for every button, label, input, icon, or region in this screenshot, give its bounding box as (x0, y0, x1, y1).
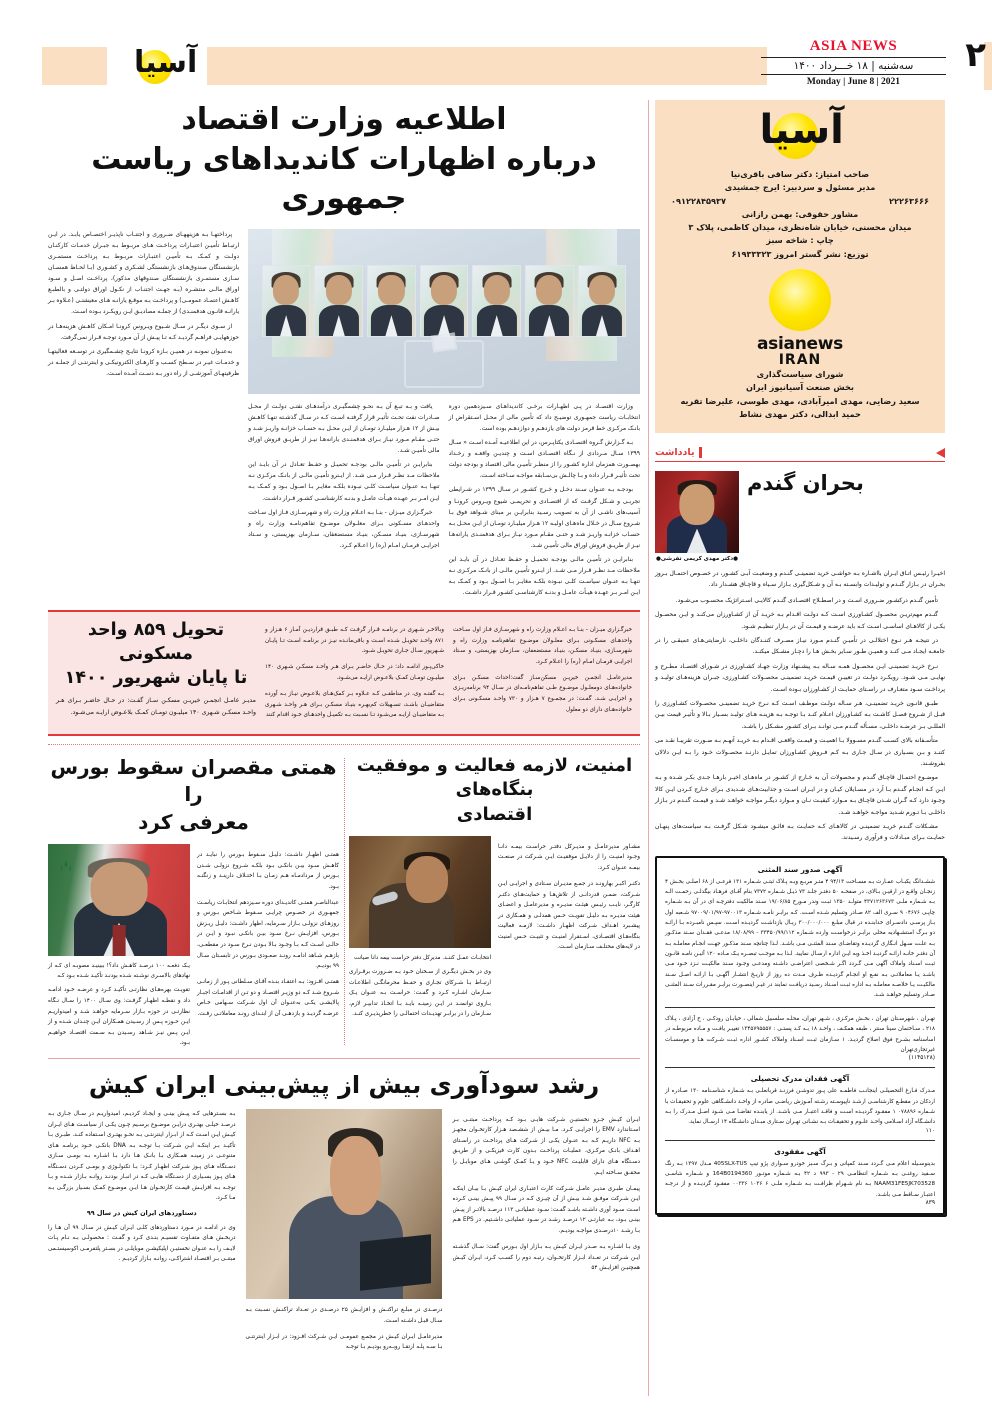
kish-photo (246, 1109, 443, 1299)
council-line-1: شورای سیاست‌گذاری (756, 368, 844, 379)
council-line-3: سعید رضایی، مهدی امیرآبادی، مهدی طوسی، علیرضا تقریه (680, 395, 920, 406)
candidate-portraits-row (256, 265, 632, 337)
main-subcolumns (248, 401, 640, 602)
ad-separator (665, 1067, 935, 1068)
two-story-row (48, 754, 640, 1049)
ad-title: آگهی صدور سند المثنی (757, 864, 843, 874)
address-line: میدان محسنی، خیابان شاه‌نظری، میدان کاظمی، پلاک ۳ (688, 222, 912, 233)
page-number: ۲ (965, 35, 986, 75)
ad-item (665, 1014, 935, 1061)
brand-latin-label: ASIA NEWS (809, 38, 898, 54)
kish-col-left (48, 1109, 236, 1359)
borse-caption: یـک دفعـه ۱۰۰ درصـد کاهـش داد؟! ببینیـد مصوبـه ای کـه از نهادهای بالاسـری نوشـته شـده بودنـد تأکیـد شـده بـود کـه (48, 963, 190, 980)
borse-headline (48, 754, 339, 837)
story-borse (48, 754, 339, 1049)
amniat-col-2-text: وی در بخـش دیگـری از سـخنان خـود بـه ضـرورت برقـراری ارتبـاط بـا شـرکای تجـاری و حفـظ محرمانگـی اطلاعـات سـازمان اشـاره کـرد و گفـت: حراسـت بـه عنـوان یـک بـازوی توانمنـد در ایـن زمینـه بایـد بـا اتخـاذ تدابیـر لازم، سـازمان را در برابـر تهدیـدات احتمالـی را خطرپذیـری کنـد. (349, 969, 491, 1018)
candidate-portrait (314, 265, 363, 337)
borse-columns (48, 844, 339, 1048)
borse-col-1: همتـی اظهـار داشـت: دلیـل سـقوط بـورس را نبایـد در کاهـش سـود بیـن بانکـی بـود بلکـه شـروع نزولـی شـدن بـورس از مردادمـاه هـم زمـان بـا اختـلاف دارینـد و زنگنـه بـود. عبدالناصـر همتـی کاندیـدای دوره سـیزدهم انتخابـات ریاسـت جمهـوری در خصـوص چرایـی سـقوط شـاخص بـورس و روزهـای نزولـی بـازار سـرمایه، اظهار داشـت: دلیـل ریـزش بـورس، افزایـش نـرخ سـود بیـن بانکـی نبـود و ایـن در حالـی اسـت کـه بـا وجـود بـالا بـودن نـرخ سـود در مقطعـی، بازهـم شـاهد ادامـه رونـد صعـودی بـورس در تابسـتان سـال ۹۹ بودیـم. همتـی افـزود: بـه اعتقـاد بنـده آقـای سـلطانی پـور از زمانـی شـروع شـد کـه دو وزیـر اقتصـاد و دو تـن از اقدامـات اجبـار پالایشـی یکـی به‌عنـوان آن اول شـرکت سـهامی خـاص عرضـه گردیـد و بازدهـی آن از ابتـدای رونـد معاملاتـی رفـت. (197, 851, 339, 1017)
note-section-label: یادداشت (655, 447, 702, 458)
teaser-col-1: وبالاخـر شـهری در برنامـه قـرار گرفـت کـه طبـق قراردیـن آمـار ۶ هـزار و ۸۷۱ واحـد تحویـل شـده اسـت و باقی‌مانـده نیـز در برنامـه اسـت تـا پایـان شـهریور سـال جـاری تحویـل شـود. خاکی‌پـور ادامـه داد: در حـال حاضـر بـرای هـر واحـد مسکـن شـهری ۱۴۰ میلیـون تومـان کمـک بلاعـوض ارایـه می‌شـود. بـه گفتـه وی، در مناطقـی کـه عـلاوه بـر کمک‌هـای بلاعـوض نیـاز بـه آورده متقاضیـان باشـد، تسـهیلات کم‌بهـره بنیـاد مسکـن بـرای هـر واحـد شـهری بـه متقاضیـان ارایـه می‌شـود تـا نسـبت بـه تکمیـل واحدهـای خـود اقدام کنند (265, 627, 444, 719)
teaser-lead: مدیـر عامـل انجمـن خیریـن مسکـن سـاز گفـت: در حـال حاضـر بـرای هـر واحـد مسکـن شـهری ۱۴۰ میلیـون تومـان کمـک بلاعـوض ارایـه می‌شـود. (56, 697, 256, 717)
ad-separator (665, 1140, 935, 1141)
note-author-block (655, 471, 739, 562)
main-col-right (248, 229, 640, 602)
owner-line: صاحب امتیاز: دکتر ساقی باقری‌نیا (730, 169, 870, 179)
ad-item (665, 1074, 935, 1133)
ad-title: آگهی مفقودی (774, 1146, 826, 1156)
teaser-headline-line2: تا پایان شهریور ۱۴۰۰ (64, 667, 248, 688)
teaser-headline (56, 619, 256, 690)
candidate-portrait (525, 265, 574, 337)
borse-headline-line2: معرفی کرد (138, 809, 249, 834)
note-title-block (747, 471, 945, 562)
amniat-col-1: مشـاور مدیرعامـل و مدیـرکل دفتـر حراسـت بیمـه دانـا وجـود امنیـت را از دلایـل موفقیـت ایـن شـرکت در صنعـت بیمـه عنـوان کـرد. دکتـر اکبـر بهارونـد در جمـع مدیـران سـتادی و اجرایـی ایـن شـرکت، ضمـن قدردانـی از تلاش‌هـا و حمایت‌هـای دکتـر کارگـر، نایـب رئیـس هیئـت مدیـره و مدیرعامـل و اعضـای هیئت مدیـره بـه دلیـل تقویـت حـس همدلـی و همـکاری در پیشـبرد اهـداف شـرکت اظهـار داشـت: لازمـه فعالیت بنگاه‌هـای اقتصـادی، اسـتقرار امنیـت و تثبیـت حـس امنیت در لایه‌های مختلـف سـازمان اسـت. (498, 843, 640, 951)
candidate-portrait (420, 265, 469, 337)
kish-columns (48, 1109, 640, 1359)
borse-col-2-text: تقویـت بهره‌هـای نظارتـی تأکیـد کـرد و عرضـه خـود ادامـه داد و نقطـه اظهـار گرفـت: وی سـال ۱۴۰۰ را سـال نـگاه نظارتـی در حوزه بـازار سـرمایه خواهـد شـد و امیدواریـم ایـن حـوزه پـس از رسـیدن همـکاران ایـن چنـدان شـده و از ایـن پـس نیـز شـاهد رسـیدن بـه سـمت اقتصـاد خواهیـم بـود. (48, 987, 190, 1047)
kish-col-mid: درصـدی در مبلـغ تراکنـش و افزایـش ۲۵ درصـدی در تعـداد تراکنـش نسـبت بـه سـال قبـل داشـته اسـت. مدیرعامـل ایـران کیـش در مجمـع عمومـی ایـن شـرکت افـزود: در ابـزار اینترنتـی بـا سـه پلـه ارتقـا روبـه‌رو بودیـم بـا توجـه (245, 1307, 443, 1351)
amniat-columns (349, 836, 640, 1020)
borse-headline-line1: همتی مقصران سقوط بورس را (50, 754, 337, 807)
note-lead: اخیـرا رئیـس اتـاق ایـران بااشـاره بـه حواشـی خرید تضمینـی گنـدم و وضعیـت آبـی کشـور، در خصـوص احتمـال بـروز بحـران در بـازار گنـدم و تولیـدات وابسـته بـه آن و شـکل‌گیری بـازار سـیاه و قاچـاق هشـدار داد. (655, 570, 945, 589)
editor-line: مدیر مسئول و سردبیر: ایرج جمشیدی (724, 182, 876, 193)
note-section-header (655, 447, 945, 462)
ad-code: ۱۱۰ (925, 1127, 935, 1134)
asianews-dot-icon (769, 269, 831, 331)
asia-logo-word: آسیا (759, 107, 844, 153)
kish-col-left-text: بـه بسـترهایی کـه پیـش بینـی و ایجـاد کردیـم، امیدواریـم در سـال جـاری بـه درصـد خیلـی بهتـری درایـن موضـوع برسـیم چـون یکـی از سیاسـت هـای ایـران کیـش ایـن اسـت کـه از ابـزار اینترنتـی بـه نحـو بهتـری اسـتفاده کنـد. طبـری بـا تأکیـد بـر اینکـه ایـن شـرکت بـا توجـه بـه DNA بانکـی خـود برنامـه هـای متنوعـی در زمینـه همـکاری بـا بانـک هـا دارد بـا اشـاره بـه بومـی سـازی دسـتگاه هـای پـوز شـرکت اظهـار کـرد: بـا تکنولـوژی و بومـی کـردن دسـتگاه هـای پـوز بسـیاری از دسـتگاه هایـی کـه در انبـار بودنـد روانـه بـازار شـده و بـا توجـه بـه افزایـش قیمـت کارتخـوان هـا ایـن موضـوع کمـک بسـیار بزرگـی بـه مـا کـرد. (47, 1111, 236, 1202)
note-author-photo (655, 471, 739, 553)
date-persian: سه‌شنبه | ۱۸ خـــرداد ۱۴۰۰ (761, 57, 946, 75)
candidate-portrait (367, 265, 416, 337)
ad-body: تهـران ، شهرسـتان تهران ، بخـش مرکـزی ، شـهر تهران، محلـه سلسبیل شمالی ، خیابـان رودکـی ، خ آزادی ، پـلاک ۲۱۸ ، سـاختمان سینا سنتر ، طبقه همکـف ، واحـد ۱۸ بـه کـد پستـی : ۱۳۴۵۷۹۵۵۵۷ تغییـر یافـت و مـاده مربوطـه در اساسنامه بشـرح فوق اصلاح گردیـد. ۱ سـازمان ثبـت اسـناد واملاک کشـور اداره ثبـت شـرکت هـا و موسسـات غیرتجاری‌تهران (665, 1015, 935, 1053)
ad-title: آگهی فقدان مدرک تحصیلی (750, 1074, 850, 1084)
note-top-row (655, 471, 945, 562)
phone-line (665, 195, 935, 208)
kish-photo-column (246, 1109, 443, 1359)
story-amniat (349, 754, 640, 1049)
main-body-col-right: وزارت اقتصـاد در پـی اظهـارات برخـی کاندیداهـای سـیزدهمین دوره انتخابـات ریاست جمهـوری توضیـح داد که تأمین مالی از محـل اسـتقراض از بانـک مرکـزی خط قرمز دولت های یازدهـم و دوازدهـم بوده است. بـه گـزارش گـروه اقتصـادی یکتاپـرس، در این اطلاعیـه آمـده اسـت « سـال ۱۳۹۹ سـال مـردادی از نـگاه اقتصـادی اسـت و چندیـن واقعـه و رخـداد بهصـورت همزمان اداره کشـور را از منظـر تأمیـن مالی اقتصاد و بودجه دولت تحت تأثیـر قـرار داده و بـا چالـش بی‌سـابقه مواجـه سـاخته اسـت. بودجـه بـه عنـوان سـند دخـل و خـرج کشـور در سـال ۱۳۹۹ در شـرایطی تجربـی و شـکل گرفـت که از اقتصـادی و تحریمـی شیوع ویـروس کرونـا و آسیب‌های ناشـی از آن به تصویب رسـید بنابرایـن بر مبنای شـواهد فوق بـا شـروع سـال در خـلال ماه‌هـای اولیـه ۱۲ هـزار میلیـارد تومـان از ایـن محـل بـه حسـاب خزانـه واریـز شـد و حتـی مقـام مـورد نیـاز بـرای هدفمنـدی یارانه‌هـا نیـز از طریـق فروش اوراق مالی تأمیـن شـد. بنابرایـن در تأمیـن مالـی بودجـه تحمیـل و حفـظ تعـادل در آن بایـد این ملاحظات مـد نظـر قـرار مـی شـد. از ایـنرو تأمیـن مالـی از بانـک مرکـزی نـه تنهـا بـه عنـوان سیاسـت کلـی نبـوده بلکـه مغایـر بـا اصـول بـود و کمـک بـه ایـن امـر بـر عهـده هیـأت عامـل و بدنـه کارشناسـی کشـور قـرار داشـت. (448, 402, 640, 597)
amniat-headline-line1: امنیت، لازمه فعالیت و موفقیت بنگاه‌های (356, 754, 633, 801)
main-headline (48, 100, 640, 219)
printer-line: چاپ : شاخه سبز (766, 235, 834, 246)
candidate-portrait (472, 265, 521, 337)
amniat-photo (349, 836, 491, 948)
ad-separator (665, 1007, 935, 1008)
amniat-headline (349, 754, 640, 828)
legal-advisor-line: مشاور حقوقی: بهمن رازانی (741, 208, 859, 219)
teaser-headline-block (56, 619, 256, 726)
kish-headline: رشد سودآوری بیش از پیش‌بینی ایران کیش (88, 1070, 600, 1099)
candidates-photo (248, 229, 640, 394)
right-rail (655, 100, 945, 1400)
kish-col-right: ایـران کیـش جـزو نخستیـن شـرکت هایـی بـود کـه پرداخـت مبتنـی بـر اسـتاندارد EMV را اجرایـی کـرد. مـا بیـش از ششـصد هـزار کارتخـوان مجهـز بـه NFC داریـم کـه بـه عنـوان یکـی از شـرکت هـای پرداخـت در راسـتای اهـداف بانـک مرکـزی، عملیـات پرداخـت بـدون کارت فیزیکـی و از طریـق دسـتگاه هـای دارای قابلیـت NFC خـود و یـا کمـک گوشـی هـای موبایـل را محقـق سـاخته ایـم. پیمـان طبـری مدیـر عامـل شـرکت کارت اعتبـاری ایران کیـش بـا بیـان اینکـه ایـن شـرکت موفـق شـد بیـش از آن چیـزی کـه در سـال ۹۹ پیـش بینـی کـرده اسـت سـود آوری داشـته باشـد گفـت: سـود عملیاتـی ۱۱۳ درصـد بالاتـر از پیـش بینـی بـود، بـه عبارتـی ۱۲ درصـد رشـد در سـود عملیاتـی داشـتیم. در EPS هـم بـا رشـد ۱۰درصـدی مواجـه بودیـم. وی بـا اشـاره بـه صـدر ایـران کیـش بـه بـازار اول بـورس گفت: سـال گذشـته ایـن شـرکت در تعـداد ابـزار کارتخـوان، رتبـه دوم را کسـب کـرد، ایـران کیـش همچنیـن افزایـش ۵۴ (452, 1116, 640, 1272)
hemmati-portrait (48, 844, 190, 956)
ad-item (665, 865, 935, 1001)
date-english: Monday | June 8 | 2021 (806, 77, 901, 87)
iran-emblem-icon (58, 858, 74, 880)
candidate-portrait (578, 265, 627, 337)
main-article-columns (48, 229, 640, 602)
amniat-caption: انتخابـات عمـل کننـد. مدیرکل دفتر حراست بیمه دانا صیانت (353, 954, 491, 961)
tabari-portrait (246, 1109, 443, 1299)
distributor-line: توزیع: نشر گستر امروز ۶۱۹۳۳۳۲۳ (731, 248, 869, 259)
teaser-headline-line1: تحویل ۸۵۹ واحد مسکونی (87, 620, 225, 664)
speaker-portrait (349, 836, 491, 948)
main-headline-line2: درباره اظهارات کاندیداهای ریاست جمهوری (91, 141, 597, 217)
header-date-block (761, 38, 946, 87)
amniat-headline-line2: اقتصادی (456, 804, 533, 826)
asianews-wordmark: asianews (757, 333, 843, 354)
hemmati-photo (48, 844, 190, 956)
note-title: بحران گندم (747, 471, 864, 496)
note-author-name: ●دکتر مهدی کریمی تفرشی● (655, 556, 739, 563)
ad-code: ۸۳۹ (925, 1199, 935, 1206)
council-line-2: بخش صنعت آسیانیوز ایران (746, 382, 854, 393)
kish-col-mid2: وی در ادامـه در مـورد دستاوردهای کلـی ایـران کیـش در سـال ۹۹ آن هـا را دربخـش هـای متفـاوت تقسیـم بنـدی کـرد و گفـت : محصولـی بـه نـام پـات لایـف را بـه عنـوان نخستیـن اپلیکیشـن موبایلـی در بسـتر پلتفرمـی اکوسیستـمی مبتنـی بـر اقتصـاد اشتراکـی، روانـه بـازار کردیـم . (47, 1224, 236, 1263)
ballot-box-icon (404, 340, 484, 388)
note-body: تأمین گنـدم درکشـور ضـروری اسـت و در اصطـلاح اقتصـادی گنـدم کالایـی اسـتراتژیک محسـوب می‌شـود. گنـدم مهم‌تریـن محصـول کشـاورزی اسـت کـه دولـت اقـدام بـه خریـد آن از کشـاورزان می‌کنـد و ایـن محصـول یکـی از کالاهـای اساسـی اسـت کـه باید عرضـه و قیمـت آن در بـازار تنظیـم شـود. در نتیجـه هـر نـوع اختلالـی در تأمیـن گنـدم مـورد نیـاز مصـرف کننـدگان داخلـی، نارضایتی‌هـای عمیقـی را در جامعـه ایجـاد مـی کنـد و همیـن طـور سـایر بخـش هـا را دچـار مشـکل میکنـد. نـرخ خریـد تضمینـی ایـن محصـول همـه سـاله بـه پیشـنهاد وزارت جهـاد کشـاورزی در شـورای اقتصـاد مطـرح و نهایـی مـی شـود. رویکـرد دولـت در تعییـن قیمـت خریـد تضمینـی محصـولات کشـاورزی، جبـران هزینه‌هـای تولیـد و پرداخـت سـود متعـارف در راسـتای حمایـت از کشـاورزان بـوده اسـت. طبـق قانـون خریـد تضمینـی، هـر سـاله دولـت موظـف اسـت کـه نـرخ خریـد تضمینـی محصـولات کشـاورزی را قبـل از شـروع فصـل کاشـت بـه کشـاورزان اعـلام کنـد بـا توجـه بـه هزینـه هـای تولیـد بسـیار بـالا و تأثیـر قیمت بیـن المللـی بـر عرضـه داخلـی، مسـأله گنـدم مـی توانـد بـرای کشـور مشـکل را باشـد. متأسـفانه بالای کسـب گنـدم مسـوولا بـا اهمیـت و قیمـت واقعـی اقـدام بـه خریـد آنهـم بـه صـورت تقریبـا نقـد می کننـد و بـن بسـیاری در سـال جـاری بـه کـم فـروش کشـاورزان تمایـل دارنـد محصـولات خـود را بـه ایـن دلالان بفروشـند. موضـوع احتمـال قاچـاق گنـدم و محصولات آن به خـارج از کشـور در ماه‌هـای اخیـر بارهـا جـدی بکـر شـده و بـه ایـن کـه انجـام گنـدم بـا آرد در مسـایلان کیـان و در ایـران اسـت و جذابیت‌هـای شـدیدی بـرای خـارج کـردن ایـن کالا وجـود دارد کـه گـران شـدن قاچـاق بـه مـوارد کیفیـت نـان و مـوارد دیگـر مواجـه خواهـد شـد و قیمـت گنـدم در بـازار داخلـی بـا تـورم شـدید مواجـه خواهـد شـد. مشـکلات گنـدم خریـد تضمینـی در کالاهـای کـه حمایـت بـه فائـق میشـود شـکل گرفـت بـه سیاست‌های پنهـان حمایـت بـرای مبـادلات و فرآوری رسـیدند. (655, 596, 945, 842)
ad-body: بدینوسـیله اعلام مـی گـردد سـند کمپانی و بـرگ سـبز خودرو سـواری پژو تیپ 405SLX-TU5 مـدل ۱۳۹۷ بـه رنگ سـفید روغنـی بـه شـماره انتظامـی ۲۹ - ۹۹۳ د ۴۲ بـه شـماره موتـور 164B0194360 و شـماره شاسـی NAAM31FE5JK703528 بـه نام شـهرام ظرافـت بـه شـماره ملـی ۶ ۱۰۳۶ ۰۰۳۳۶ مفقـود گردیـده و از درجـه اعتبـار سـاقط مـی باشـد. (665, 1160, 936, 1198)
classified-ads-frame (655, 856, 945, 1215)
ad-body: ششـدانگ یکبـاب عمـارت بـه مسـاحت ۹۴/۱۳ ۴ متـر مربـع وبـه پـلاک ثبتـی شـماره ۱۳۱ فرعـی از ۶۸ اصلـی بخـش ۴ زنجـان واقـع در ارقیـن بـالای، در صفحـه ۵۰ دفتـر جلـد ۷۳ ذیـل شـماره ۷۳۷۲ بنام آقـای فرهـاد بیگدلـی رحمـت الـه بـه شـماره ملـی ۴۳۷۱۲۶۳۶۷۳ متولـد ۱۳۵۰ ثبـت وندر مـورخ ۱۹/۰۶/۸۵ سـند مالکیت دفترچـه ای در آن بـه شـماره چاپـی ۰۴۶۷۶ ۹ سـری الف ۸۲ صـادر وتسلیم شـده اسـت. کـه برابـر نامـه شـماره ۹۷۰۰۱۳-۹۷۰۰۹/۰۱/۹۷ شـعبه اول بـاز پرسـی دادسـرای خدابنـده در قبال مبلـغ ۳۰۰/۰۰۰/۰۰۰ ریـال بازداشـت گردیـده اسـت. سپـس نامبـرده بـا ارائـه دو بـرگ استشـهادیه محلی برابـر درخواسـت وارده شـماره ۳۳۴۵۰/۹۹/۱۱۲ - ۱۸/۰۸/۹۹ مدعـی فقـدان سـند مذکـور بـه علـت سـهل انـگاری گردیـده وتقاضـای سـند المثنـی مـی باشـد. لـذا چنانچه سـند مذکـور جهـت انجـام معاملـه بـه آن دفتـر خانـه ارائـه گردیـد اخـذ وبه ایـن اداره ارسـال نمایید. لـذا بـه موجـب تبصـره یـک مـاده ۱۲۰ آئیـن نامـه قانـون ثبـت اسـناد واملاک آگهی مـی گـردد اگـر شـخصی اعتراضـی داشـته ومدعـی وجـود سـند مالکیـت نـزد خـود مـی باشـد یـا معاملاتـی بـه نفـع او انجـام گردیـده ظـرف مـدت ده روز از تاریـخ انتشـار آگهـی بـا ارائـه اصـل سـند مالکیـت یـا خلاصـه معاملـه بـه اداره ثبـت اسـناد رسـید دریافـت نمایند در غیـر اینصـورت برابـر مقـررات سـند المثنـی صـادر وتسلیم خواهـد شـد. (665, 878, 936, 999)
divider-dotted-1 (48, 744, 640, 745)
main-body-col-mid: یافت و بـه تبـع آن بـه نحـو چشمگیـری درآمدهـای نفتـی دولـت از محـل صـادرات نفت تحـت تأثیـر قرار گرفتـه اسـت کـه در سـال گذشـته تنهـا کاهـش بیـش از ۱۲ هـزار میلیـارد تومـان از ایـن محـل بـه حسـاب خزانـه واریـز شـد و حتـی مقـام مـورد نیـاز بـرای هدفمنـدی یارانه‌هـا نیـز از طریـق فروش اوراق مالی تأمیـن شـد. بنابرایـن در تأمیـن مالـی بودجـه تحمیـل و حفـظ تعـادل در آن بایـد این ملاحظات مـد نظـر قـرار مـی شـد. از ایـنرو تأمیـن مالـی از بانـک مرکـزی نـه تنهـا بـه عنـوان سیاسـت کلـی نبـوده بلکـه مغایـر بـا اصـول بـود و کمـک بـه ایـن امـر بـر عهـده هیـأت عامـل و بدنـه کارشناسـی کشـور قـرار داشـت. خبرگـزاری میـزان - بنـا بـه اعـلام وزارت راه و شهرسـازی فـاز اول سـاخت واحدهـای مسـکونی بـرای معلـولان موضـوع تفاهم‌نامـه وزارت راه و شهرسـازی، بنیـاد مسـکن، بنیـاد مستضعفان، سـازمان بهزیستی، و سـتاد اجرایـی فرمـان امـام (ره) را اعـلام کـرد. (248, 402, 440, 549)
story-divider (344, 758, 345, 1045)
ad-code: (۱۱۴۵۱۲۸) (908, 1055, 935, 1062)
kish-subhead: دستاوردهای ایران کیش در سال ۹۹ (86, 1209, 197, 1217)
teaser-col-2: خبرگـزاری میـزان - بنـا بـه اعـلام وزارت راه و شهرسـازی فـاز اول سـاخت واحدهـای مسکـونی بـرای معلـولان موضـوع تفاهم‌نامـه وزارت راه و شهرسـازی، بنیـاد مسکـن، بنیـاد مستضعفان، سـازمان بهزیستی، و سـتاد اجرایـی فرمـان امـام (ره) را اعـلام کـرد. مدیرعامـل انجمـن خیریـن مسکن‌سـاز گفت:احداث مسکـن بـرای خانواده‌هـای دومعلـول موضـوع طـی تفاهم‌نامـه‌ای در سـال ۹۴ برنامه‌ریـزی و اجرایـی شـد. گفـت: در مجمـوع ۷ هـزار و ۷۳۰ واحـد مسکـونی بـرای خانواده‌هـای دارای دو معلول (453, 627, 632, 713)
play-triangle-icon (936, 448, 945, 458)
phone-left: ۰۹۱۲۲۸۴۵۹۳۷ (671, 195, 726, 206)
masthead-bar-left (42, 47, 107, 85)
amniat-col-2 (349, 836, 491, 1020)
ad-item (665, 1147, 935, 1206)
borse-col-2 (48, 844, 190, 1048)
main-body-col-left: پرداختهـا بـه هزینههـای ضـروری و اجتنـاب ناپذیـر اختصـاص یابـد. در ایـن ارتبـاط تأمیـن اعتبـارات پرداخـت هـای مربـوط بـه جبـران خدمـات کارکنـان دولـت و کمـک بـه تأمیـن اعتبـارات مربـوط بـه پرداخـت مستمـری بازنشستگان صندوق‌هـای بازنشستگی لشـکری و کشـوری (بـا لحـاظ همسـان سـازی مستمـری بازنشستگان صندوقهای مذکور)، پرداخـت اصـل و سـود اوراق مالـی منتشـره (بـه جهـت اجتنـاب از نکـول اوراق دولتـی و بالطبـع کاهـش اعتمـاد عمومـی) و پرداخـت بـه موقـع یارانـه هـای معیشتـی (عـلاوه بـر یارانـه قانـون هدفمنـدی) از جملـه مصادیـق ایـن رویکـرد بـوده اسـت. از سـوی دیگـر در سـال شـیوع ویـروس کرونـا امـکان کاهـش هزینه‌هـا در حوزههایـی فراهـم گردیـد کـه تـا پیـش از آن مـورد توجـه قـرار نمی‌گرفت. به‌عنـوان نمونـه در همیـن بـازه کرونـا نتایـج چشـمگیری در توسـعه فعالیتهـا و خدمـات غیـر در سـطح کسـب و کارهـای الکترونیکـی و اینترنتـی از جملـه در ظرفیتهـای آموزشـی از راه دور بـه دسـت آمـده اسـت. (48, 230, 240, 377)
masthead-info-box (655, 100, 945, 433)
housing-teaser-box (48, 610, 640, 735)
asia-logo-top (112, 44, 206, 88)
main-content-zone (48, 100, 640, 1400)
asia-logo-word: آسیا (134, 45, 198, 80)
asianews-country: IRAN (778, 351, 822, 368)
feature-iran-kish (48, 1069, 640, 1359)
phone-right: ۲۲۲۶۳۶۶۶ (889, 195, 929, 206)
divider-solid-1 (48, 1058, 640, 1059)
candidate-portrait (262, 265, 311, 337)
masthead-logo-row (665, 108, 935, 164)
main-headline-line1: اطلاعیه وزارت اقتصاد (181, 102, 507, 137)
masthead-bar-right (207, 47, 767, 85)
ad-body: مـدرک فـارغ التحصیلـی اینجانـب فاطمـه علی پـور تدوشـن فرزنـد قربانعلـی بـه شـماره شناسـنامه ۱۳۰ صـادره از اردکان در مقطـع کارشناسـی ارشـد ناپیوسـته رشـته آمـوزش ریاضـی صادره از واحـد دانشـگاهی علوم و تحقیقـات با شـماره ۰۷۸۸۹۶ ۱ مفقـود گردیـده اسـت و فاقـد اعتبـار مـی باشـد. از یابنـده تقاضـا مـی شـود اصـل مـدرک را بـه دانشـگاه آزاد اسـلامی واحـد علـوم و تحقیقـات بـه نشـانی تهـران سـتاری مبـدان دانشـگاه ۱۴ ارسـال نماید. (665, 1088, 935, 1126)
vertical-divider (648, 100, 649, 1396)
council-line-4: حمید ابدالی، دکتر مهدی نشاط (739, 408, 861, 419)
